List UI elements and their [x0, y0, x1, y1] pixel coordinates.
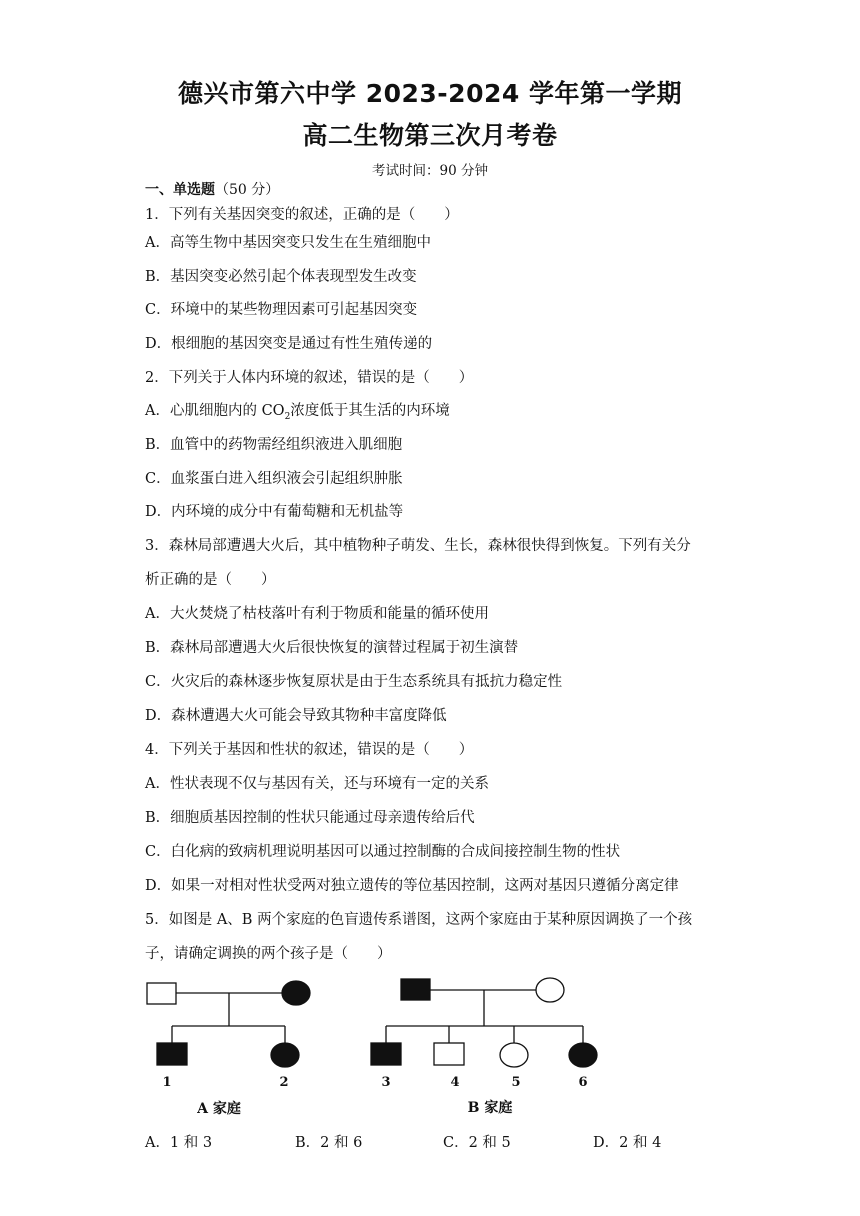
family-b-label: B 家庭 [467, 1100, 513, 1116]
question-3-option-b: B．森林局部遭遇大火后很快恢复的演替过程属于初生演替 [145, 640, 519, 656]
question-3-stem-line1: 3．森林局部遭遇大火后，其中植物种子萌发、生长，森林很快得到恢复。下列有关分 [145, 538, 691, 554]
section-name: 一、单选题 [145, 182, 215, 198]
family-a-child-1-symbol [157, 1043, 187, 1065]
family-b-mother-symbol [536, 978, 564, 1002]
question-5-stem-line1: 5．如图是 A、B 两个家庭的色盲遗传系谱图，这两个家庭由于某种原因调换了一个孩 [145, 912, 693, 928]
question-2-option-c: C．血浆蛋白进入组织液会引起组织肿胀 [145, 471, 403, 487]
family-a-father-symbol [147, 983, 176, 1004]
question-1-stem: 1．下列有关基因突变的叙述，正确的是（ ） [145, 207, 459, 223]
exam-title-line1: 德兴市第六中学 2023-2024 学年第一学期 [178, 79, 682, 108]
child-number-5: 5 [511, 1075, 521, 1090]
pedigree-figure [0, 975, 860, 1125]
question-5-option-d: D．2 和 4 [593, 1135, 662, 1151]
child-number-3: 3 [381, 1075, 391, 1090]
question-5-option-b: B．2 和 6 [295, 1135, 363, 1151]
question-3-stem-line2: 析正确的是（ ） [145, 572, 276, 588]
family-b-child-6-symbol [569, 1043, 597, 1067]
question-3-option-a: A．大火焚烧了枯枝落叶有利于物质和能量的循环使用 [145, 606, 489, 622]
child-number-2: 2 [279, 1075, 289, 1090]
family-b-child-4-symbol [434, 1043, 464, 1065]
question-5-option-c: C．2 和 5 [443, 1135, 511, 1151]
question-2-option-a [145, 399, 450, 422]
exam-time: 考试时间：90 分钟 [372, 163, 488, 179]
question-3-option-c: C．火灾后的森林逐步恢复原状是由于生态系统具有抵抗力稳定性 [145, 674, 563, 690]
question-2-option-a-text: A．心肌细胞内的 CO [145, 403, 285, 419]
section-heading [145, 179, 279, 199]
question-4-option-b: B．细胞质基因控制的性状只能通过母亲遗传给后代 [145, 810, 475, 826]
question-2-stem: 2．下列关于人体内环境的叙述，错误的是（ ） [145, 370, 474, 386]
question-1-option-a: A．高等生物中基因突变只发生在生殖细胞中 [145, 235, 431, 251]
family-b-child-3-symbol [371, 1043, 401, 1065]
question-4-option-d: D．如果一对相对性状受两对独立遗传的等位基因控制，这两对基因只遵循分离定律 [145, 878, 679, 894]
question-4-stem: 4．下列关于基因和性状的叙述，错误的是（ ） [145, 742, 474, 758]
family-b-father-symbol [401, 979, 430, 1000]
question-2-option-a-rest: 浓度低于其生活的内环境 [290, 403, 450, 419]
question-5-option-a: A．1 和 3 [145, 1135, 213, 1151]
section-points: （50 分） [215, 182, 280, 198]
question-2-option-b: B．血管中的药物需经组织液进入肌细胞 [145, 437, 403, 453]
question-1-option-d: D．根细胞的基因突变是通过有性生殖传递的 [145, 336, 433, 352]
family-a-child-2-symbol [271, 1043, 299, 1067]
question-1-option-b: B．基因突变必然引起个体表现型发生改变 [145, 269, 417, 285]
question-3-option-d: D．森林遭遇大火可能会导致其物种丰富度降低 [145, 708, 447, 724]
question-5-stem-line2: 子，请确定调换的两个孩子是（ ） [145, 946, 392, 962]
child-number-1: 1 [162, 1075, 172, 1090]
exam-title-line2: 高二生物第三次月考卷 [302, 121, 558, 150]
child-number-4: 4 [450, 1075, 460, 1090]
question-2-option-a-subscript: 2 [284, 411, 291, 422]
family-a-label: A 家庭 [197, 1101, 241, 1117]
family-b-child-5-symbol [500, 1043, 528, 1067]
family-a-mother-symbol [282, 981, 310, 1005]
child-number-6: 6 [578, 1075, 588, 1090]
question-1-option-c: C．环境中的某些物理因素可引起基因突变 [145, 302, 418, 318]
question-4-option-a: A．性状表现不仅与基因有关，还与环境有一定的关系 [145, 776, 489, 792]
question-4-option-c: C．白化病的致病机理说明基因可以通过控制酶的合成间接控制生物的性状 [145, 844, 621, 860]
question-2-option-d: D．内环境的成分中有葡萄糖和无机盐等 [145, 504, 404, 520]
